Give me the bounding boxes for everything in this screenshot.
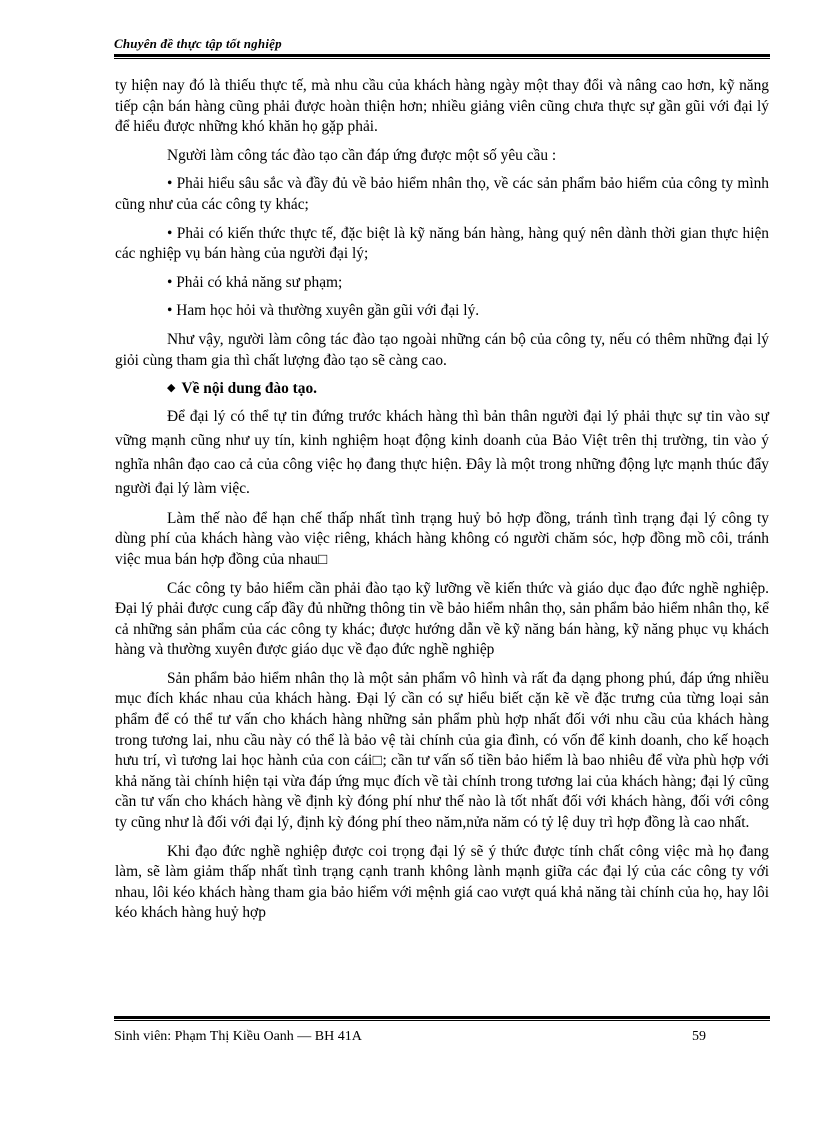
section-heading <box>167 379 769 401</box>
paragraph-training-ethics: Các công ty bảo hiểm cần phải đào tạo kỹ lưỡng về kiến thức và giáo dục đạo đức nghề nghiệp. Đại lý phải được cung cấp đầy đủ những thông tin về bảo hiểm nhân thọ, sản phẩm bảo hiểm nhân thọ, kể cả những sản phẩm của các công ty khác; được hướng dẫn về kỹ năng bán hàng, kỹ năng phục vụ khách hàng và thường xuyên được giáo dục về đạo đức nghề nghiệp <box>115 579 769 659</box>
paragraph-professional-ethics: Khi đạo đức nghề nghiệp được coi trọng đại lý sẽ ý thức được tính chất công việc mà họ đang làm, sẽ làm giảm thấp nhất tình trạng cạnh tranh không lành mạnh giữa các đại lý của các công ty với nhau, lôi kéo khách hàng tham gia bảo hiểm với mệnh giá cao vượt quá khả năng tài chính của họ, hay lôi kéo khách hàng huỷ hợp <box>115 842 769 922</box>
paragraph-product-knowledge: Sản phẩm bảo hiểm nhân thọ là một sản phẩm vô hình và rất đa dạng phong phú, đáp ứng nhiều mục đích khác nhau của khách hàng. Đại lý cần có sự hiểu biết cặn kẽ về đặc trưng của từng loại sản phẩm để có thể tư vấn cho khách hàng những sản phẩm phù hợp nhất đối với nhu cầu của khách hàng trong tương lai, nhu cầu này có thể là bảo vệ tài chính của gia đình, có vốn để kinh doanh, cho kế hoạch hưu trí, vì tương lai học hành của con cái□; cần tư vấn số tiền bảo hiểm là bao nhiêu để vừa phù hợp với khả năng tài chính hiện tại vừa đáp ứng mục đích về tài chính trong tương lai của khách hàng; đại lý cũng cần tư vấn cho khách hàng về định kỳ đóng phí như thế nào là tốt nhất đối với khách hàng, đối với công ty cũng như là đối với đại lý, định kỳ đóng phí theo năm,nửa năm có tỷ lệ duy trì hợp đồng là cao nhất. <box>115 669 769 832</box>
bullet-item-knowledge: • Phải hiểu sâu sắc và đầy đủ về bảo hiểm nhân thọ, về các sản phẩm bảo hiểm của công ty mình cũng như của các công ty khác; <box>115 175 769 213</box>
paragraph-continuation: ty hiện nay đó là thiếu thực tế, mà nhu cầu của khách hàng ngày một thay đổi và nâng cao hơn, kỹ năng tiếp cận bán hàng cũng phải được hoàn thiện hơn; nhiều giảng viên cũng chưa thực sự gần gũi với đại lý để hiểu được những khó khăn họ gặp phải. <box>115 77 769 136</box>
footer-rule-thick <box>114 1016 770 1019</box>
header-rule-thick <box>114 54 770 57</box>
section-heading-text: Về nội dung đào tạo. <box>181 380 318 398</box>
bullet-item-practice: • Phải có kiến thức thực tế, đặc biệt là kỹ năng bán hàng, hàng quý nên dành thời gian thực hiện các nghiệp vụ bán hàng của người đại lý; <box>115 224 769 263</box>
paragraph-requirements-intro: Người làm công tác đào tạo cần đáp ứng được một số yêu cầu : <box>167 146 557 164</box>
footer-student-name: Sinh viên: Phạm Thị Kiều Oanh — BH 41A <box>114 1029 362 1044</box>
page-header <box>114 36 770 59</box>
bullet-item-pedagogy: • Phải có khả năng sư phạm; <box>167 273 343 291</box>
footer-rule-thin <box>114 1020 770 1021</box>
paragraph-conclusion: Như vậy, người làm công tác đào tạo ngoài những cán bộ của công ty, nếu có thêm những đại lý giỏi cùng tham gia thì chất lượng đào tạo sẽ càng cao. <box>115 330 769 369</box>
bullet-item-eagerness: • Ham học hỏi và thường xuyên gần gũi với đại lý. <box>167 302 480 320</box>
page-footer <box>114 1016 770 1049</box>
paragraph-confidence: Để đại lý có thể tự tin đứng trước khách hàng thì bản thân người đại lý phải thực sự tin vào sự vững mạnh cũng như uy tín, kinh nghiệm hoạt động kinh doanh của Bảo Việt trên thị trường, tin vào ý nghĩa nhân đạo cao cả của công việc họ đang thực hiện. Đây là một trong những động lực mạnh thúc đẩy người đại lý làm việc. <box>115 407 769 497</box>
header-rule-thin <box>114 58 770 59</box>
document-body <box>115 76 769 932</box>
paragraph-contract-cancellation: Làm thế nào để hạn chế thấp nhất tình trạng huỷ bỏ hợp đồng, tránh tình trạng đại lý công ty dùng phí của khách hàng vào việc riêng, khách hàng không có người chăm sóc, hợp đồng mồ côi, tránh việc mua bán hợp đồng của nhau□ <box>115 509 769 568</box>
header-title: Chuyên đề thực tập tốt nghiệp <box>114 36 282 51</box>
diamond-bullet-icon: ◆ <box>167 382 176 395</box>
page-number: 59 <box>692 1029 706 1044</box>
